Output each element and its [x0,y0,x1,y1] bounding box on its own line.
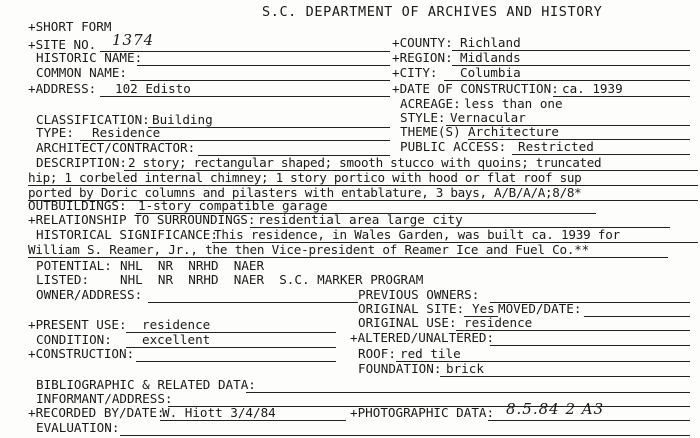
roof-label: ROOF: [358,346,396,361]
date-of-construction-value: ca. 1939 [562,81,623,96]
address-value: 102 Edisto [115,81,191,96]
recorded-by-label: +RECORDED BY/DATE: [28,405,165,420]
address-label: +ADDRESS: [28,81,97,96]
county-label: +COUNTY: [392,35,453,50]
classification-line [148,127,390,128]
original-use-label: ORIGINAL USE: [358,315,457,330]
foundation-label: FOUNDATION: [358,361,442,376]
common-name-label: COMMON NAME: [36,65,127,80]
outbuildings-label: OUTBUILDINGS: [28,198,127,213]
historic-name-line [137,65,390,66]
address-line [100,96,390,97]
owner-address-label: OWNER/ADDRESS: [36,287,143,302]
relationship-value: residential area large city [258,212,463,227]
date-of-construction-label: +DATE OF CONSTRUCTION: [392,81,559,96]
short-form-label: +SHORT FORM [28,19,112,34]
public-access-label: PUBLIC ACCESS: [400,139,507,154]
historical-significance-label: HISTORICAL SIGNIFICANCE: [36,227,218,242]
photographic-data-line [488,420,690,421]
evaluation-line [120,435,690,436]
public-access-value: Restricted [518,139,594,154]
listed-label: LISTED: [36,272,90,287]
region-value: Midlands [460,50,521,65]
description-line-3: ported by Doric columns and pilasters with entablature, 3 bays, A/B/A/A;8/8* [28,185,582,200]
site-no-line [100,51,390,52]
construction-label: +CONSTRUCTION: [28,346,135,361]
city-label: +CITY: [392,65,438,80]
classification-value: Building [152,112,213,127]
theme-value: Architecture [468,124,559,139]
historic-name-label: HISTORIC NAME: [36,50,143,65]
listed-value: NHL NR NRHD NAER S.C. MARKER PROGRAM [120,272,424,287]
acreage-label: ACREAGE: [400,96,461,111]
relationship-label: +RELATIONSHIP TO SURROUNDINGS: [28,212,256,227]
potential-label: POTENTIAL: [36,258,112,273]
description-line-1: 2 story; rectangular shaped; smooth stucco with quoins; truncated [128,155,602,170]
bibliographic-line [246,392,690,393]
county-value: Richland [460,35,521,50]
condition-line [126,347,336,348]
description-line-2: hip; 1 corbeled internal chimney; 1 story portico with hood or flat roof sup [28,170,582,185]
type-value: Residence [92,125,161,140]
outbuildings-value: 1-story compatible garage [138,198,328,213]
style-label: STYLE: [400,110,446,125]
recorded-by-value: W. Hiott 3/4/84 [162,405,276,420]
historical-significance-line-1: This residence, in Wales Garden, was built ca. 1939 for [214,227,621,242]
previous-owners-label: PREVIOUS OWNERS: [358,287,480,302]
description-label: DESCRIPTION: [36,155,127,170]
acreage-value: less than one [464,96,563,111]
original-use-value: residence [464,315,533,330]
moved-date-label: MOVED/DATE: [498,301,582,316]
description-underline-3 [28,200,698,201]
moved-date-line [584,316,690,317]
photographic-data-label: +PHOTOGRAPHIC DATA: [350,405,495,420]
recorded-by-line [160,420,346,421]
informant-address-label: INFORMANT/ADDRESS: [36,391,173,406]
site-no-label: +SITE NO. [28,37,97,52]
foundation-line [440,376,690,377]
city-value: Columbia [460,65,521,80]
original-site-label: ORIGINAL SITE: [358,301,465,316]
potential-value: NHL NR NRHD NAER [120,258,265,273]
evaluation-label: EVALUATION: [36,420,120,435]
foundation-value: brick [446,361,484,376]
roof-value: red tile [400,346,461,361]
present-use-value: residence [142,317,211,332]
condition-label: CONDITION: [36,332,112,347]
present-use-label: +PRESENT USE: [28,317,127,332]
original-site-value: Yes [472,301,495,316]
photographic-data-value: 8.5.84 2 A3 [506,400,605,418]
altered-unaltered-line [490,345,690,346]
architect-label: ARCHITECT/CONTRACTOR: [36,140,196,155]
date-of-construction-line [553,96,690,97]
page-title: S.C. DEPARTMENT OF ARCHIVES AND HISTORY [262,4,603,20]
owner-address-line [148,302,358,303]
historical-significance-line-2: William S. Reamer, Jr., the then Vice-president of Reamer Ice and Fuel Co.** [28,242,590,257]
altered-unaltered-label: +ALTERED/UNALTERED: [350,330,495,345]
classification-label: CLASSIFICATION: [36,112,150,127]
bibliographic-label: BIBLIOGRAPHIC & RELATED DATA: [36,377,256,392]
region-label: +REGION: [392,50,453,65]
condition-value: excellent [142,332,211,347]
construction-line [136,361,336,362]
theme-label: THEME(S) [400,124,461,139]
style-value: Vernacular [450,110,526,125]
site-no-value: 1374 [112,31,155,49]
type-label: TYPE: [36,125,74,140]
